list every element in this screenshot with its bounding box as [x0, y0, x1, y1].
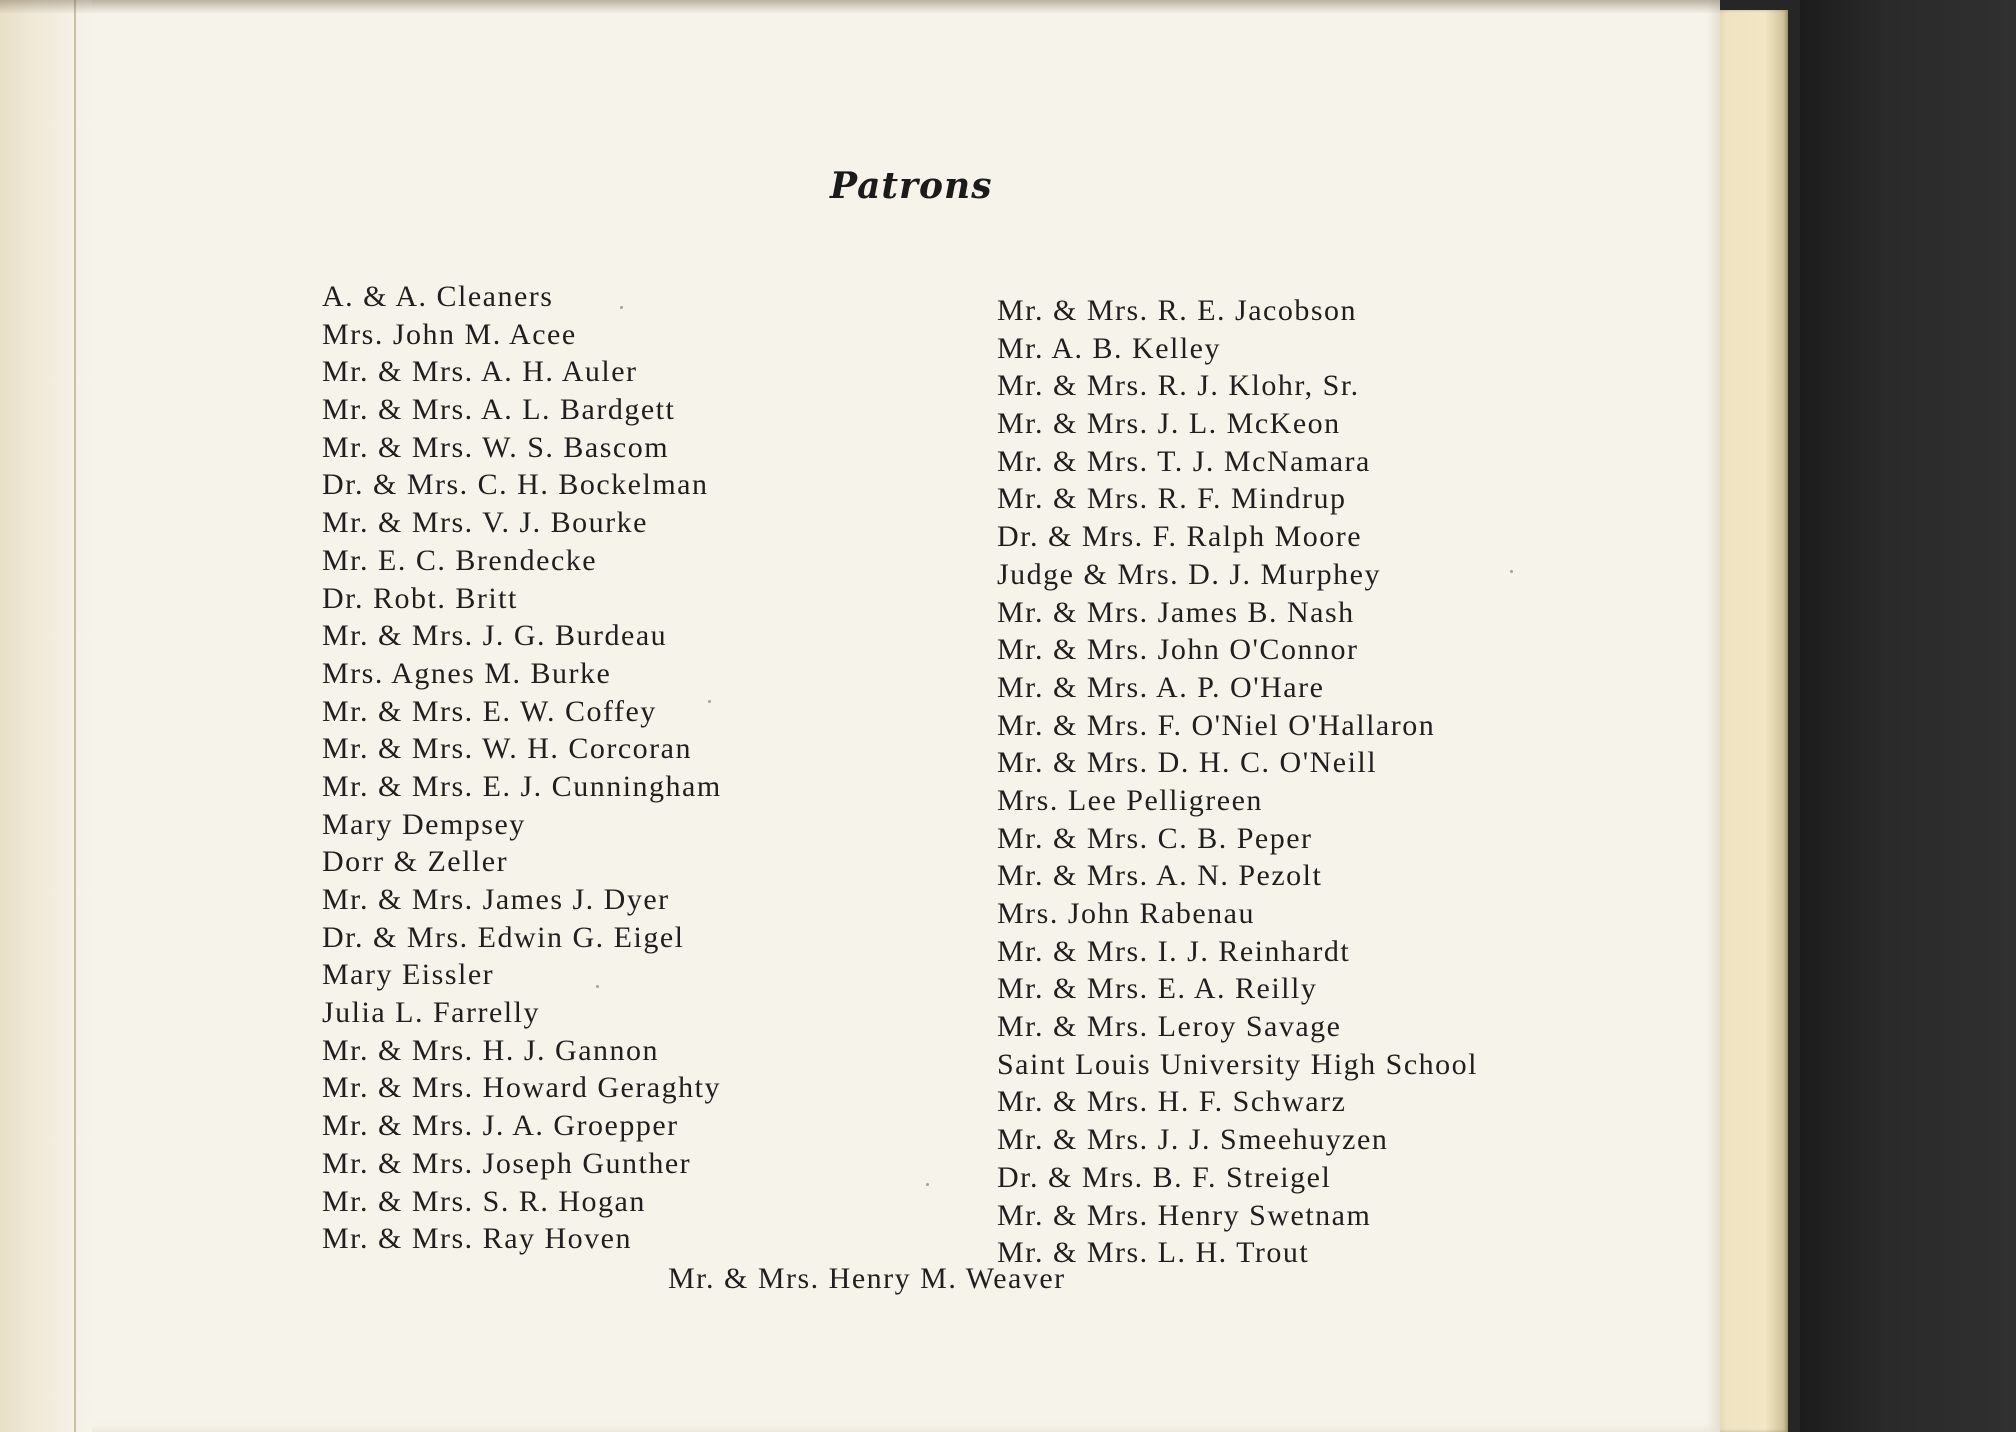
patron-entry: Mr. & Mrs. A. H. Auler	[322, 355, 638, 389]
patron-entry: Mr. & Mrs. J. J. Smeehuyzen	[997, 1123, 1389, 1157]
page-gutter	[0, 0, 92, 1432]
patron-entry: Mr. & Mrs. A. L. Bardgett	[322, 393, 676, 427]
patron-entry: Mrs. John Rabenau	[997, 897, 1255, 930]
patron-entry: Mr. & Mrs. Leroy Savage	[997, 1010, 1342, 1044]
patron-entry: Mr. & Mrs. A. N. Pezolt	[997, 859, 1323, 893]
print-speck	[926, 1183, 929, 1186]
patron-entry: Julia L. Farrelly	[322, 996, 540, 1030]
patron-entry: Mr. & Mrs. W. S. Bascom	[322, 430, 670, 464]
patron-entry: Mr. & Mrs. R. F. Mindrup	[997, 482, 1347, 516]
patron-entry: Mrs. Agnes M. Burke	[322, 656, 612, 690]
patron-final-entry: Mr. & Mrs. Henry M. Weaver	[668, 1262, 1066, 1295]
patron-entry: Mr. & Mrs. A. P. O'Hare	[997, 670, 1325, 704]
patron-entry: Mr. & Mrs. W. H. Corcoran	[322, 732, 692, 766]
print-speck	[1510, 570, 1513, 573]
patrons-right-column	[997, 292, 1478, 1272]
patron-entry: Mr. & Mrs. H. J. Gannon	[322, 1033, 660, 1067]
patron-entry: Mr. & Mrs. James B. Nash	[997, 595, 1355, 629]
patron-entry: Mr. & Mrs. I. J. Reinhardt	[997, 934, 1351, 968]
patron-entry: Mary Dempsey	[322, 807, 526, 841]
patrons-left-column	[322, 278, 722, 1258]
page-stack-edge	[1712, 10, 1788, 1432]
patron-entry: Mrs. Lee Pelligreen	[997, 783, 1263, 817]
patron-entry: Mr. & Mrs. H. F. Schwarz	[997, 1085, 1347, 1119]
patron-entry: Mr. & Mrs. Joseph Gunther	[322, 1146, 692, 1180]
patron-entry: Mr. & Mrs. J. L. McKeon	[997, 407, 1341, 441]
patron-entry: Dr. & Mrs. C. H. Bockelman	[322, 468, 709, 502]
gutter-crease	[74, 0, 76, 1432]
patron-entry: Dr. Robt. Britt	[322, 581, 518, 615]
patron-entry: Mr. & Mrs. E. J. Cunningham	[322, 769, 722, 803]
patron-entry: Dr. & Mrs. B. F. Streigel	[997, 1160, 1332, 1194]
patron-entry: Mr. & Mrs. E. A. Reilly	[997, 972, 1318, 1006]
dark-backdrop	[1800, 0, 2016, 1432]
page-title: Patrons	[830, 165, 993, 207]
patron-entry: Mr. & Mrs. E. W. Coffey	[322, 694, 657, 728]
patron-entry: Mr. & Mrs. F. O'Niel O'Hallaron	[997, 708, 1436, 742]
patron-entry: Mr. & Mrs. S. R. Hogan	[322, 1184, 646, 1218]
patron-entry: Mr. & Mrs. Howard Geraghty	[322, 1071, 721, 1105]
patron-entry: Mr. & Mrs. James J. Dyer	[322, 883, 670, 916]
patron-entry: Mrs. John M. Acee	[322, 317, 577, 351]
print-speck	[596, 985, 599, 988]
patron-entry: Mr. & Mrs. Ray Hoven	[322, 1222, 632, 1256]
print-speck	[620, 306, 623, 309]
patron-entry: Mr. & Mrs. V. J. Bourke	[322, 506, 648, 540]
patron-entry: Dr. & Mrs. F. Ralph Moore	[997, 520, 1363, 554]
patron-entry: Dorr & Zeller	[322, 845, 509, 879]
print-speck	[708, 700, 711, 703]
patron-entry: Judge & Mrs. D. J. Murphey	[997, 557, 1381, 591]
patron-entry: Mary Eissler	[322, 958, 495, 992]
patron-entry: Mr. E. C. Brendecke	[322, 543, 598, 577]
patron-entry: Mr. & Mrs. J. A. Groepper	[322, 1109, 679, 1143]
patron-entry: Mr. & Mrs. D. H. C. O'Neill	[997, 746, 1378, 780]
patron-entry: A. & A. Cleaners	[322, 280, 554, 313]
patron-entry: Saint Louis University High School	[997, 1047, 1478, 1081]
patron-entry: Mr. & Mrs. R. E. Jacobson	[997, 294, 1357, 327]
patron-entry: Mr. & Mrs. L. H. Trout	[997, 1236, 1310, 1270]
patron-entry: Mr. & Mrs. R. J. Klohr, Sr.	[997, 369, 1360, 403]
patron-entry: Mr. & Mrs. T. J. McNamara	[997, 444, 1371, 478]
patron-entry: Dr. & Mrs. Edwin G. Eigel	[322, 920, 685, 954]
top-shadow	[0, 0, 1720, 14]
patron-entry: Mr. & Mrs. C. B. Peper	[997, 821, 1313, 855]
patron-entry: Mr. A. B. Kelley	[997, 331, 1221, 365]
patron-entry: Mr. & Mrs. John O'Connor	[997, 633, 1359, 667]
patron-entry: Mr. & Mrs. J. G. Burdeau	[322, 619, 668, 653]
patron-entry: Mr. & Mrs. Henry Swetnam	[997, 1198, 1372, 1232]
